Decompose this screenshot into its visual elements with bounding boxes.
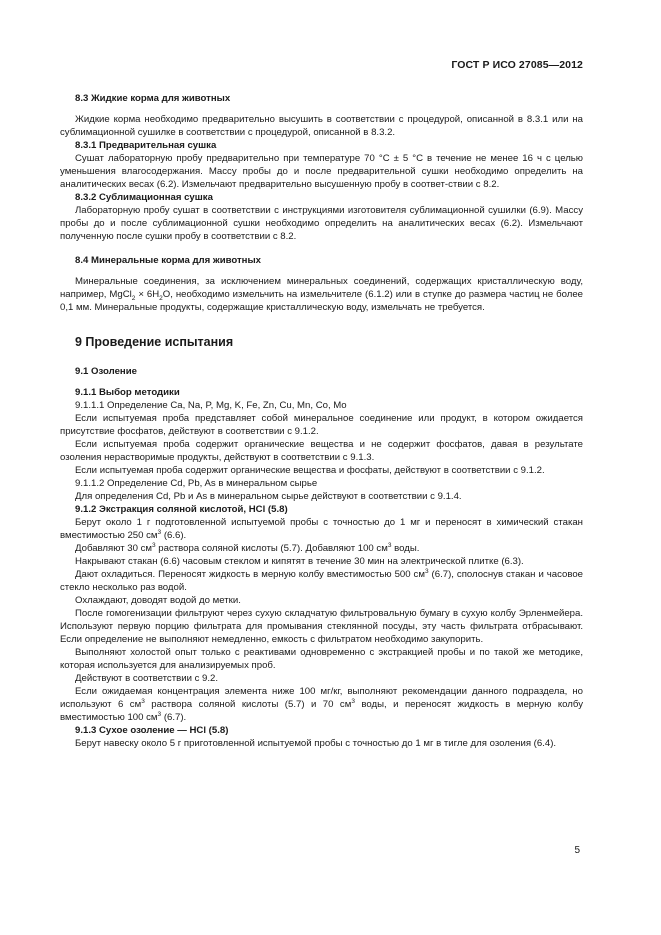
text-run: воды. [391,543,420,554]
superscript: 3 [152,541,156,549]
superscript: 3 [387,541,392,549]
text-run: O, необходимо измельчить на измельчителе (6.1.2) или в ступке до размера частиц не более 0,1 мм. Минеральные продукты, содержащие кристаллическую воду, измельчать не требуется. [60,289,583,313]
paragraph: Берут навеску около 5 г приготовленной испытуемой пробы с точностью до 1 мг в тигле для озоления (6.4). [75,738,557,749]
superscript: 3 [424,567,429,575]
paragraph [60,568,583,594]
text-run: Сушат лабораторную пробу предварительно при температуре 70 °C ± 5 °C в течение не менее 16 ч с целью уменьшения влагосодержания. Массу пробы до и после предварительной сушки необходимо определить на аналитических весах (6.2). Измельчают предварительно высушенную пробу в соответ [60,153,583,190]
text-run: (6.6). [161,530,187,541]
text-run: (6.7), сполоснув стакан и часовое стекло несколько раз водой. [60,569,583,593]
section-8-3-title: 8.3 Жидкие корма для животных [75,93,231,104]
section-9-1-2-title: 9.1.2 Экстракция соляной кислотой, HCl (5.8) [75,504,288,515]
text-run: Берут около 1 г подготовленной испытуемой пробы с точностью до 1 мг и переносят в химический стакан вместимостью 250 см [60,517,583,541]
text-run: Дают охладиться. Переносят жидкость в мерную колбу вместимостью 500 см [75,569,425,580]
standard-header: ГОСТ Р ИСО 27085—2012 [451,59,583,71]
section-9-title: 9 Проведение испытания [75,335,234,349]
paragraph: Накрывают стакан (6.6) часовым стеклом и кипятят в течение 30 мин на электрической плитке (6.3). [75,556,524,567]
text-run: (6.7). [161,712,187,723]
text-run: × 6H [135,289,160,300]
paragraph: Если испытуемая проба содержит органические вещества и фосфаты, действуют в соответствии с 9.1.2. [75,465,545,476]
paragraph: Действуют в соответствии с 9.2. [75,673,219,684]
paragraph [60,685,583,724]
paragraph: 9.1.1.1 Определение Ca, Na, P, Mg, K, Fe, Zn, Cu, Mn, Co, Mo [75,400,347,411]
text-run: воды, и переносят жидкость в мерную колбу вместимостью 100 см [60,699,583,723]
paragraph [60,542,583,555]
paragraph: Охлаждают, доводят водой до метки. [75,595,241,606]
text-run: ствии с 8.2. [448,179,500,190]
section-9-1-1-title: 9.1.1 Выбор методики [75,387,180,398]
paragraph [60,516,583,542]
text-run: Добавляют 30 см [75,543,152,554]
section-8-4-title: 8.4 Минеральные корма для животных [75,255,262,266]
superscript: 3 [157,710,162,718]
section-9-1-title: 9.1 Озоление [75,366,137,377]
paragraph: Если испытуемая проба содержит органические вещества и не содержит фосфатов, давая в результате озоления нерастворимые продукты, действуют в соответствии с 9.1.3. [60,439,583,463]
paragraph: Лабораторную пробу сушат в соответствии с инструкциями изготовителя сублимационной сушилки (6.9). Массу пробы до и после сублимационной сушки необходимо определить на аналитических весах (6.2). Измельчают полученную после сушки пробу в соответствии с 8.2. [60,205,583,242]
subscript: 2 [131,294,136,302]
text-run: раствора соляной кислоты (5.7) и 70 см [144,699,352,710]
section-9-1-3-title: 9.1.3 Сухое озоление — HCl (5.8) [75,725,229,736]
superscript: 3 [351,697,355,705]
paragraph: Жидкие корма необходимо предварительно высушить в соответствии с процедурой, описанной в 8.3.1 или на сублимационной сушилке в соответствии с процедурой, описанной в 8.3.2. [60,114,583,138]
superscript: 3 [157,528,162,536]
paragraph: Если испытуемая проба представляет собой минеральное соединение или продукт, в котором ожидается присутствие фосфатов, действуют в соответствии с 9.1.2. [60,413,583,437]
subscript: 2 [159,294,163,302]
page-number: 5 [574,845,580,856]
text-run: Если ожидаемая концентрация элемента ниже 100 мг/кг, выполняют рекомендации данного подраздела, но используют 6 см [60,686,583,710]
page-body [60,92,583,750]
superscript: 3 [141,697,145,705]
paragraph: После гомогенизации фильтруют через сухую складчатую фильтровальную бумагу в сухую колбу Эрленмейера. Используют первую порцию фильтрата для промывания стеклянной посуды, эту часть фильтрата отбрасывают. Если определение не выполняют немедленно, емкость с фильтратом необходимо закупорить. [60,608,583,645]
text-run: раствора соляной кислоты (5.7). Добавляют 100 см [155,543,388,554]
paragraph: 9.1.1.2 Определение Cd, Pb, As в минеральном сырье [75,478,318,489]
paragraph: Выполняют холостой опыт только с реактивами одновременно с экстракцией пробы и по такой же методике, которая используется для анализируемых проб. [60,647,583,671]
paragraph: Сушат лабораторную пробу предварительно при температуре 70 °C ± 5 °C в течение не менее 16 ч с целью уменьшения влагосодержания. Массу пробы до и после предварительной сушки необходимо определить на аналитических весах (6.2). Измельчают предварительно высушенную пробу в соответ-ствии с 8.2. [60,153,583,190]
section-8-3-1-title: 8.3.1 Предварительная сушка [75,140,217,151]
section-8-3-2-title: 8.3.2 Сублимационная сушка [75,192,213,203]
paragraph [60,275,583,314]
text-run: Минеральные соединения, за исключением минеральных соединений, содержащих кристаллическую воду, например, MgCl [60,276,583,300]
paragraph: Для определения Cd, Pb и As в минеральном сырье действуют в соответствии с 9.1.4. [75,491,462,502]
